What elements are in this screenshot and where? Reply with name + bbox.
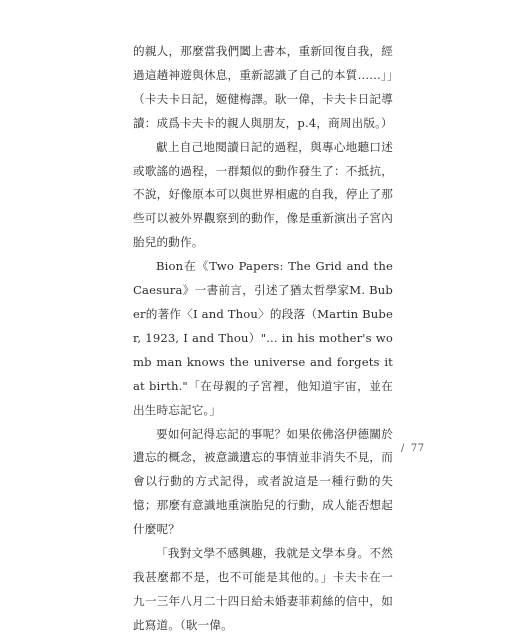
page-number bbox=[401, 443, 425, 454]
folio-separator: / bbox=[401, 443, 405, 454]
folio-number: 77 bbox=[410, 443, 425, 454]
paragraph: 獻上自己地閱讀日記的過程，與專心地聽口述或歌謠的過程，一群類似的動作發生了：不抵抗，不說，好像原本可以與世界相處的自我，停止了那些可以被外界觀察到的動作，像是重新演出子宮內胎兒的動作。 bbox=[133, 139, 393, 250]
paragraph: 要如何記得忘記的事呢？如果依佛洛伊德關於遺忘的概念，被意識遺忘的事情並非消失不見，而會以行動的方式記得，或者說這是一種行動的失憶；那麼有意識地重演胎兒的行動，成人能否想起什麼呢？ bbox=[133, 426, 393, 537]
body-text bbox=[133, 40, 393, 638]
paragraph: Bion在《Two Papers: The Grid and the Caesura》一書前言，引述了猶太哲學家M. Buber的著作〈I and Thou〉的段落（Martin Buber, 1923, I and Thou）"... in his mother's womb man knows the universe and forgets it at birth."「在母親的子宮裡，他知道宇宙，並在出生時忘記它。」 bbox=[133, 259, 393, 417]
paragraph: 「我對文學不感興趣，我就是文學本身。不然我甚麼都不是，也不可能是其他的。」卡夫卡在一九一三年八月二十四日給未婚妻菲莉絲的信中，如此寫道。（耿一偉。 bbox=[133, 546, 393, 632]
paragraph-continued: 的親人，那麼當我們闔上書本，重新回復自我，經過這趟神遊與休息，重新認識了自己的本質……」」（卡夫卡日記，姬健梅譯。耿一偉，卡夫卡日記導讀：成爲卡夫卡的親人與朋友，p.4，商周出版。） bbox=[133, 44, 393, 130]
